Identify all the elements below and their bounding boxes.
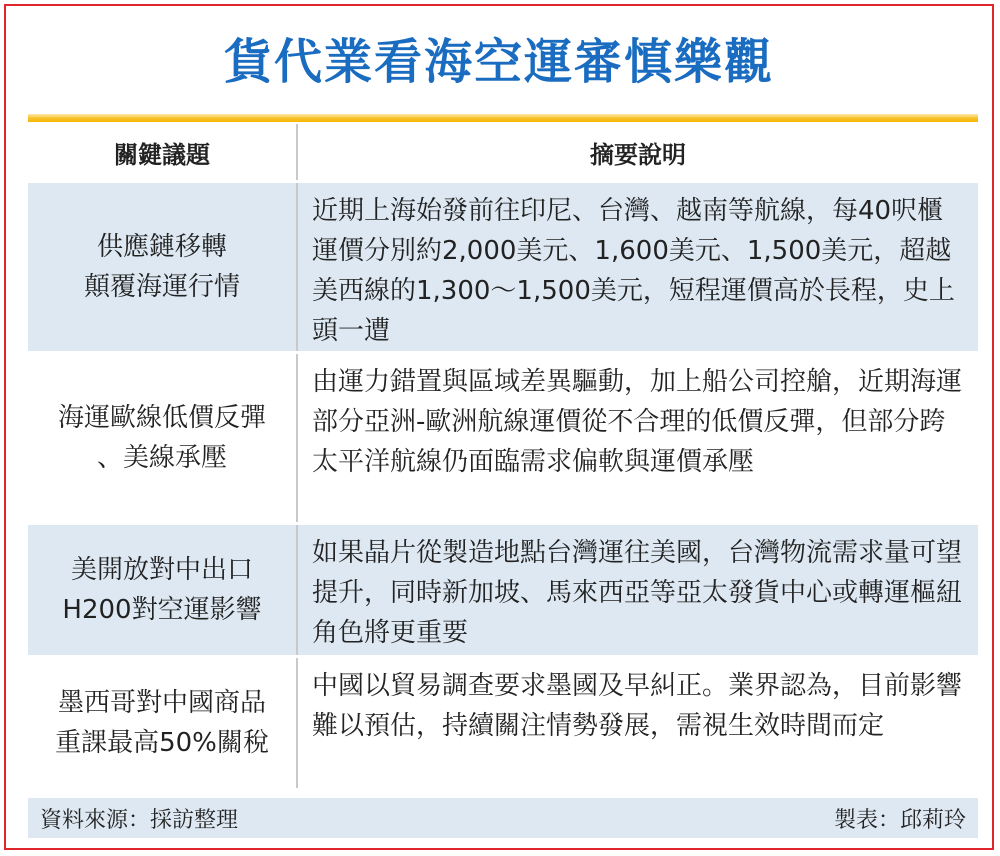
row-topic-line: 海運歐線低價反彈 bbox=[57, 403, 266, 433]
header-topic: 關鍵議題 bbox=[28, 124, 298, 180]
row-topic-line: H200對空運影響 bbox=[62, 595, 262, 625]
summary-table bbox=[28, 124, 978, 788]
row-topic-line: 美開放對中出口 bbox=[70, 555, 253, 585]
row-topic-line: 顛覆海運行情 bbox=[83, 272, 240, 302]
row-summary: 近期上海始發前往印尼、台灣、越南等航線，每40呎櫃運價分別約2,000美元、1,600美元、1,500美元，超越美西線的1,300～1,500美元，短程運價高於長程，史上頭一遭 bbox=[312, 196, 955, 346]
row-summary: 中國以貿易調查要求墨國及早糾正。業界認為，目前影響難以預估，持續關注情勢發展，需視生效時間而定 bbox=[312, 671, 963, 741]
infographic-frame bbox=[4, 4, 994, 850]
footer-bar bbox=[28, 798, 978, 838]
author-note: 製表：邱莉玲 bbox=[833, 807, 966, 833]
table-row bbox=[28, 180, 978, 351]
table-row bbox=[28, 351, 978, 522]
row-topic bbox=[28, 183, 298, 351]
row-topic bbox=[28, 525, 298, 655]
title-underline-bar bbox=[28, 114, 978, 122]
table-row bbox=[28, 655, 978, 788]
table-row bbox=[28, 522, 978, 655]
source-note: 資料來源：採訪整理 bbox=[40, 807, 239, 833]
row-topic bbox=[28, 354, 298, 522]
row-topic bbox=[28, 658, 298, 788]
table-header-row bbox=[28, 124, 978, 180]
row-summary: 由運力錯置與區域差異驅動，加上船公司控艙，近期海運部分亞洲-歐洲航線運價從不合理的低價反彈，但部分跨太平洋航線仍面臨需求偏軟與運價承壓 bbox=[312, 367, 963, 477]
header-summary: 摘要說明 bbox=[590, 140, 686, 169]
row-summary: 如果晶片從製造地點台灣運往美國，台灣物流需求量可望提升，同時新加坡、馬來西亞等亞太發貨中心或轉運樞紐角色將更重要 bbox=[312, 538, 963, 648]
row-topic-line: 重課最高50%關稅 bbox=[55, 728, 269, 758]
row-topic-line: 、美線承壓 bbox=[96, 443, 227, 473]
row-topic-line: 墨西哥對中國商品 bbox=[57, 688, 266, 718]
row-topic-line: 供應鏈移轉 bbox=[96, 232, 227, 262]
infographic-title: 貨代業看海空運審慎樂觀 bbox=[223, 34, 774, 90]
